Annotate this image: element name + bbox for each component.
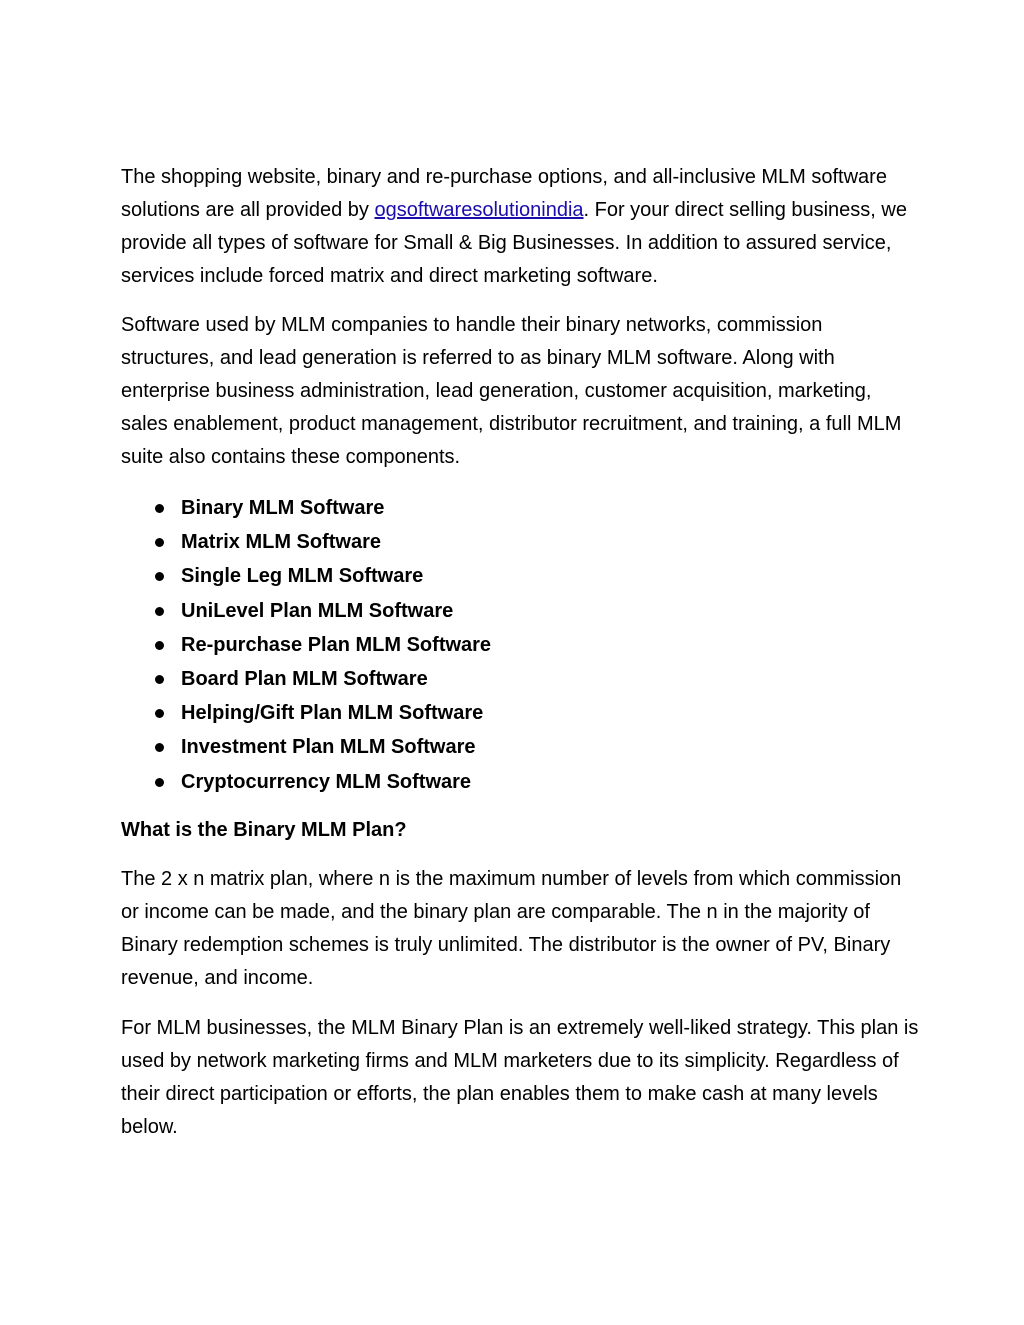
intro-text-after-link: . For your direct selling business, we provide all types of software for Small & Big Businesses. In addition to assured service, services include forced matrix and direct marketing software. [121,199,907,287]
list-item [121,559,921,593]
bullet-icon [155,607,164,616]
list-item-label: Binary MLM Software [181,497,385,519]
intro-text-before-link: The shopping website, binary and re-purchase options, and all-inclusive MLM software solutions are all provided by [121,166,887,221]
bullet-icon [155,641,164,650]
list-item [121,491,921,525]
bullet-icon [155,538,164,547]
list-item-label: Helping/Gift Plan MLM Software [181,702,484,725]
list-item-label: Matrix MLM Software [181,531,382,554]
bullet-icon [155,504,164,513]
list-item [121,696,921,730]
document-page [121,161,921,1144]
list-item [121,594,921,628]
bullet-icon [155,572,164,581]
list-item [121,730,921,764]
list-item [121,525,921,559]
list-item-label: Re-purchase Plan MLM Software [181,633,492,656]
section-heading: What is the Binary MLM Plan? [121,818,407,841]
list-item [121,628,921,662]
intro-paragraph [121,161,921,293]
list-item-label: Single Leg MLM Software [181,565,424,588]
list-item-label: Investment Plan MLM Software [181,736,476,759]
binary-mlm-software-paragraph: Software used by MLM companies to handle their binary networks, commission structures, and lead generation is referred to as binary MLM software. Along with enterprise business administration, lead generation, customer acquisition, marketing, sales enablement, product management, distributor recruitment, and training, a full MLM suite also contains these components. [121,314,902,468]
list-item-label: Cryptocurrency MLM Software [181,770,472,793]
binary-plan-paragraph: For MLM businesses, the MLM Binary Plan is an extremely well-liked strategy. This plan is used by network marketing firms and MLM marketers due to its simplicity. Regardless of their direct participation or efforts, the plan enables them to make cash at many levels below. [121,1016,919,1138]
bullet-icon [155,743,164,752]
list-item [121,765,921,799]
bullet-icon [155,778,164,787]
software-list [121,491,921,799]
list-item [121,662,921,696]
bullet-icon [155,709,164,718]
ogsoftwaresolutionindia-link[interactable]: ogsoftwaresolutionindia [374,199,584,221]
list-item-label: UniLevel Plan MLM Software [181,599,454,622]
bullet-icon [155,675,164,684]
list-item-label: Board Plan MLM Software [181,668,428,691]
matrix-plan-paragraph: The 2 x n matrix plan, where n is the maximum number of levels from which commission or income can be made, and the binary plan are comparable. The n in the majority of Binary redemption schemes is truly unlimited. The distributor is the owner of PV, Binary revenue, and income. [121,867,902,989]
